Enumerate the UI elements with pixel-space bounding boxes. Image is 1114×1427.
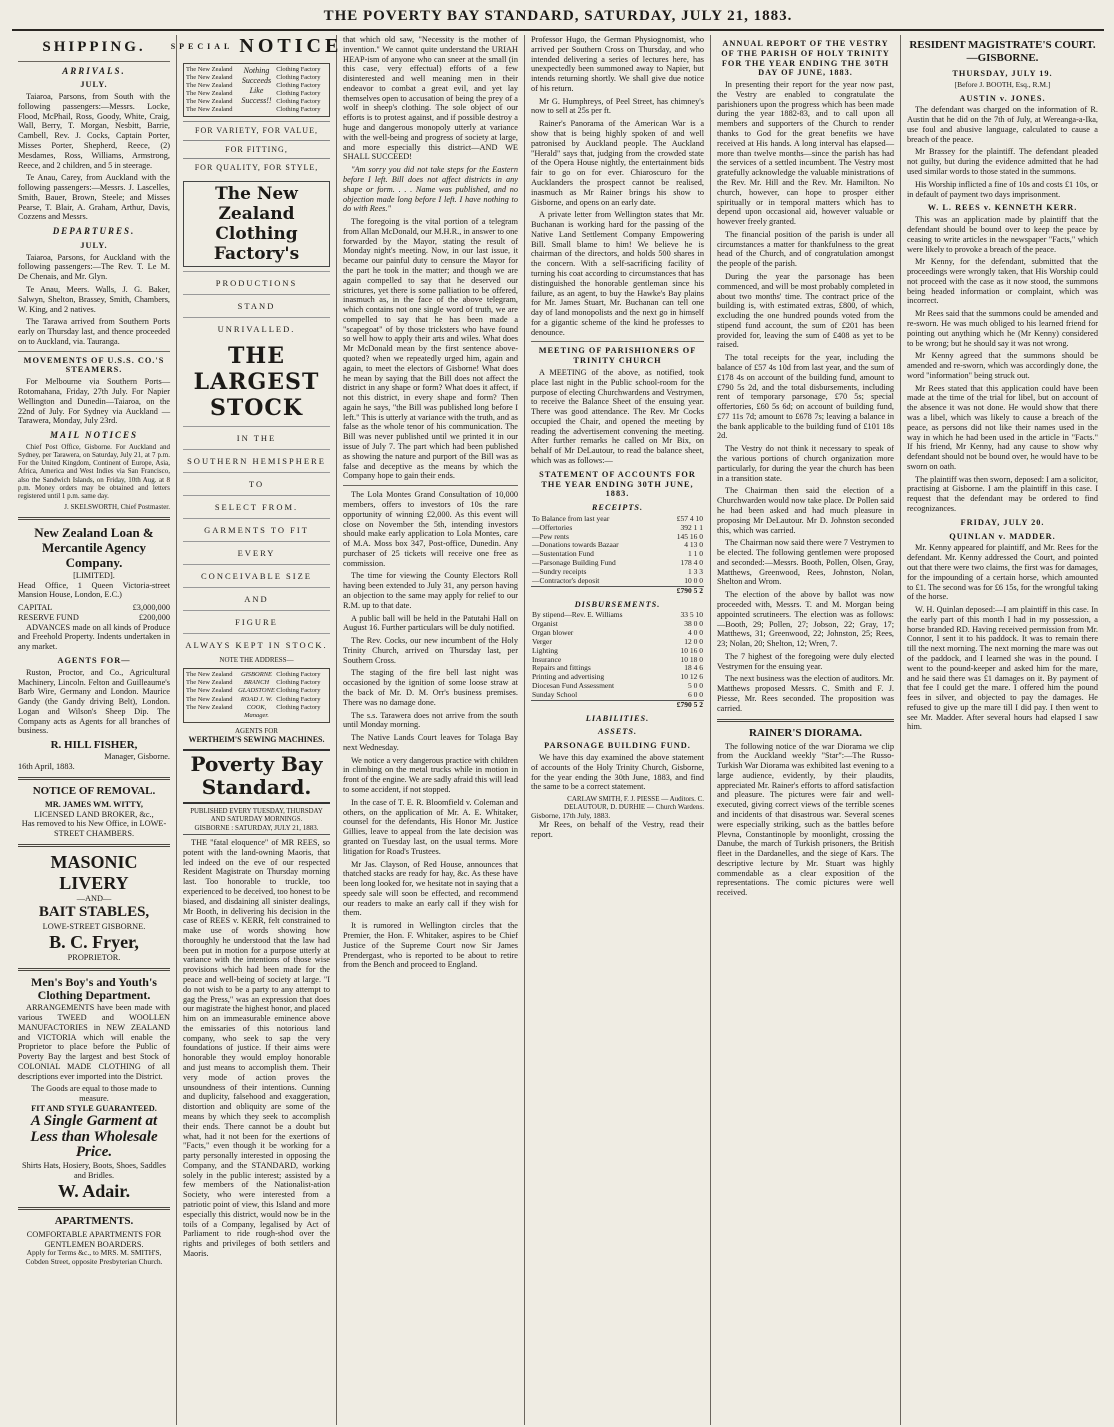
account-amount: 10 18 0 <box>680 654 703 664</box>
witty-name: MR. JAMES WM. WITTY, <box>44 799 144 809</box>
court-paragraph: Mr Kenny agreed that the summons should be amended and re-sworn, which was accordingly done, the word "information" being struck out. <box>907 351 1098 380</box>
branch-right-line: Clothing Factory <box>276 671 321 679</box>
vestry-report-intro: Mr Rees, on behalf of the Vestry, read their report. <box>531 820 704 840</box>
court-paragraph: His Worship inflicted a fine of 10s and costs £1 10s, or in default of payment two days imprisonment. <box>907 179 1098 199</box>
case-title: W. L. REES v. KENNETH KERR. <box>927 203 1078 213</box>
editorial-text: THE "fatal eloquence" of MR REES, so potent with the land-owning Maoris, that led indeed on the eve of our respected Resident Magistrate on Thursday morning last. Too honorable to truckle, too experienced to be deceived, too honest to be biased, and disdaining all sinister dealings, Mr Booth, in delivering his decision in the case of REES v. KERR, felt constrained to make use of words showing how thoroughly he understood that the law had been put in motion for a purpose utterly at variance with the intentions of those wise provisions which had been made for the peace and well-being of society at large. "I do not wish to be a party to any attempt to gag the Press," was an expression that does our magistrate the highest honor, and placed him on an immeasurable eminence above the emissaries of this notorious land company, who seek to sap the very foundations of justice. If their aims were honorable they would employ honorable and just means to accomplish them. Their very mode of action proves the unsoundness of their intentions. Cunning and duplicity, falsehood and exaggeration, distortion and obliquity are some of the means by which they seek to accomplish their ends. There cannot be a doubt but what, had it not been for the exertions of "Facts," even though it be working for a party personally interested in opposing the Company, and the STANDARD, working solely in the public interest; assisted by a few members of the Nationalist-ation Society, who were interested from a patriotic point of view, this Island and more especially this district, would now be in the toils of a Company, legalised by Act of Parliament to ride rough-shod over the rights and privileges of both settlers and Maoris. <box>183 838 330 1258</box>
account-label: By stipend—Rev. E. Williams <box>532 610 623 620</box>
account-label: —Donations towards Bazaar <box>532 540 619 550</box>
report-paragraph: The total receipts for the year, including the balance of £57 4s 10d from last year, and the sum of £178 4s on account of the building fund, amount to £790 5s 2d, and the total disbursements, including rent of temporary parsonage, £70 5s; special offertories, £60 5s 6d; on account of building fund, £77 11s 7d; amount to £678 7s; leaving a balance in the bank applicable to the building fund of £101 18s 2d. <box>717 353 894 441</box>
news-item: The Lola Montes Grand Consultation of 10,000 members, offers to investors of 10s the rare opportunity of winning £2,000. As this event will close on November the 5th, intending investors should make early application to Lola Montes, care of M.A. Moss box 347, Post-office, Dunedin. Any purchaser of 25 tickets will receive one free as commission. <box>343 490 518 568</box>
account-amount: 1 3 3 <box>688 567 703 576</box>
every-line: EVERY <box>183 541 330 564</box>
news-item: The staging of the fire bell last night was occasioned by the ignition of some loose straw at the back of Mr. D. M. Orr's business premises. There was no damage done. <box>343 668 518 707</box>
account-amount: 4 0 0 <box>688 628 703 637</box>
and-line: —AND— <box>76 894 112 904</box>
annual-report-heading: ANNUAL REPORT OF THE VESTRY OF THE PARISH OF HOLY TRINITY FOR THE YEAR ENDING THE 30TH DAY OF JUNE, 1883. <box>721 39 890 78</box>
wertheim-line: WERTHEIM'S SEWING MACHINES. <box>188 735 325 745</box>
nz-left-line: The New Zealand <box>186 98 233 106</box>
account-label: —Sustentation Fund <box>532 549 594 559</box>
nz-left-line: The New Zealand <box>186 73 233 81</box>
arrivals-heading: ARRIVALS. <box>62 65 126 76</box>
departures-text: Taiaroa, Parsons, for Auckland with the following passengers:—The Rev. T. Le M. De Chenais, and Mr. Glyn. <box>18 252 170 282</box>
court-paragraph: Mr Kenny, for the defendant, submitted that the proceedings were wrongly taken, that His Worship could not proceed with the case as it now stood, the summons being headed information or complaint, which was incorrect. <box>907 257 1098 306</box>
receipts-table <box>531 515 704 596</box>
account-row <box>531 577 704 586</box>
account-amount: 10 0 0 <box>684 575 703 585</box>
column-6 <box>901 35 1104 1425</box>
branch-middle: GISBORNE BRANCH GLADSTONE ROAD J. W. COOK, Manager. <box>238 671 275 719</box>
to-line: TO <box>183 472 330 495</box>
account-amount: 4 13 0 <box>684 540 703 550</box>
news-item: The Native Lands Court leaves for Tolaga Bay next Wednesday. <box>343 733 518 752</box>
apartments-heading: APARTMENTS. <box>54 1214 134 1227</box>
account-label: —Sundry receipts <box>532 567 587 576</box>
rainer-text: The following notice of the war Diorama we clip from the Auckland weekly "Star":—The Russo-Turkish War Diorama was exhibited last evening to a large audience, evidently, by their plaudits, appreciated Mr. Rainer's efforts to afford satisfaction and pleasure. The pictures were fair and well-executed, giving correct views of the terrible scenes and incidents of that disastrous war. Several scenes were especially striking, such as the battles before Plevna, Constantinople by moonlight, crossing the Danube, the march of Turkish prisoners, the British fleet in the Dardanelles, and the siege of Kars. The descriptive lecture by Mr. Stuart was highly commendable as a clear exposition of the representations. The comic pictures were well received. <box>717 741 894 898</box>
divider <box>343 485 518 486</box>
branch-right-line: Clothing Factory <box>276 703 321 711</box>
adair-name: W. Adair. <box>57 1180 131 1201</box>
account-row <box>531 691 704 700</box>
column-2 <box>170 35 343 1425</box>
boys-heading: Men's Boy's and Youth's Clothing Department. <box>31 974 157 1003</box>
bait-stables: BAIT STABLES, <box>38 904 150 921</box>
disbursements-total: £790 5 2 <box>650 700 704 709</box>
agents-text: Ruston, Proctor, and Co., Agricultural Machinery, Lincoln. Felton and Guilleaume's Barb Wire, Germany and London. Maurice Gandy (the Gandy driving Belt), London. Logan and Wilson's Sheep Dip. The Company acts as Agents for all branches of business. <box>18 667 170 736</box>
report-paragraph: In presenting their report for the year now past, the Vestry are enabled to congratulate the parishioners upon the progress which has been made during the year 1882-83, and to call upon all members and supporters of the Church to render thanks to God for the great benefits we have received at His hands. A long interval has elapsed—more than twelve months—since the parish has had the services of a settled incumbent. The Vestry most gratefully acknowledge the valuable ministrations of the Rev. Mr. Hill and the Rev. Mr. Hamilton. No church, however, can hope to prosper either spiritually or in temporal matters which has to depend upon occasional aid, however valuable or however freely granted. <box>717 80 894 227</box>
account-label: —Parsonage Building Fund <box>532 558 616 568</box>
cf-right-line: Clothing Factory <box>276 73 321 81</box>
telegram-commentary: The foregoing is the vital portion of a telegram from Allan McDonald, our M.H.R., in answer to one forwarded by the Mayor, stating the result of Monday night's meeting. Now, in our last issue, it became our painful duty to censure the Mayor for the part he took in the matter; and though we are again compelled to say that he deserved our strictures, yet there is some palliation to be offered, inasmuch as, in the face of the above telegram, which contains not one single word of truth, we are compelled to say that he has been made a "scapegoat" of by those tricksters who have found so well how to apply their arts and wiles. What does Mr McDonald mean by the first sentence above-quoted? when we repeatedly urged him, again and again, to meet the electors of Gisborne! What does he mean by saying that the Bill does not affect the district in any shape or form? What does it affect, if not this district, in every shape and form? Then again he says, "the Bill was published long before I left." This is utterly at variance with the truth, and as false as the whole tenor of his communication. The Bill was never published until we printed it in our issue of July 7. The part which had been published as showing the nature and purport of the Bill was as false and deceptive as the means by which the Company hope to gain their ends. <box>343 217 518 481</box>
cf-right-line: Clothing Factory <box>276 65 321 73</box>
column-1 <box>12 35 177 1425</box>
select-line: SELECT FROM. <box>183 495 330 518</box>
always-line: ALWAYS KEPT IN STOCK. <box>183 633 330 656</box>
divider <box>18 61 170 62</box>
nz-factory-grid <box>186 66 327 115</box>
nzloan-heading: New Zealand Loan & Mercantile Agency Company. <box>34 524 154 571</box>
fitting-line: FOR FITTING, <box>183 140 330 158</box>
branch-right-line: Clothing Factory <box>276 687 321 695</box>
fisher-name: R. HILL FISHER, <box>50 739 138 752</box>
before-line: [Before J. BOOTH, Esq., R.M.] <box>954 79 1051 89</box>
paper-title: Poverty Bay Standard. <box>183 749 330 804</box>
branch-right-line: Clothing Factory <box>276 679 321 687</box>
single-garment: A Single Garment at Less than Wholesale Price. <box>30 1112 158 1161</box>
account-row <box>531 629 704 638</box>
cf-right-line: Clothing Factory <box>276 89 321 97</box>
shipping-heading: SHIPPING. <box>42 39 146 55</box>
account-label: —Offertories <box>532 522 573 532</box>
account-amount: 392 1 1 <box>680 522 703 532</box>
account-label: —Pew rents <box>532 531 569 541</box>
account-label: Organist <box>532 619 558 629</box>
reserve-row <box>18 613 170 623</box>
assets-heading: ASSETS. <box>597 727 638 737</box>
fisher-date: 16th April, 1883. <box>18 761 75 771</box>
cf-right-line: Clothing Factory <box>276 98 321 106</box>
capital-row <box>18 603 170 613</box>
court-paragraph: Mr Brassey for the plaintiff. The defendant pleaded not guilty, but during the evidence admitted that he had used similar words to those stated in the summons. <box>907 147 1098 177</box>
note-address: NOTE THE ADDRESS— <box>219 655 294 664</box>
special-word: SPECIAL <box>170 42 234 52</box>
mail-heading: MAIL NOTICES <box>50 430 138 441</box>
court-paragraph: Mr Rees stated that this application could have been made at the time of the trial for libel, but on account of the absence it was not done. He would show that there was a libel, which was likely to cause a breach of the peace, as persons did not like their names used in the way in which he had been used in the article in "Facts." If his friend, Mr Kenny, had any cause to show why defendant should not be bound over, he would have to be sworn on oath. <box>907 383 1098 471</box>
account-amount: 10 12 6 <box>680 672 703 682</box>
disbursements-table <box>531 611 704 709</box>
conceivable-line: CONCEIVABLE SIZE <box>183 564 330 587</box>
court-date: FRIDAY, JULY 20. <box>960 517 1045 527</box>
account-label: Diocesan Fund Assessment <box>532 681 615 691</box>
lowe-street: LOWE-STREET GISBORNE. <box>42 921 146 931</box>
news-item: The s.s. Tarawera does not arrive from the south until Monday morning. <box>343 710 518 730</box>
divider <box>18 968 170 971</box>
movements-text: For Melbourne via Southern Ports—Rotomahana, Friday, 27th July. For Napier Wellington and Dunedin—Taiaroa, on the 22nd of July. For Sydney via Auckland — Tarawera, Monday, July 23rd. <box>18 377 170 426</box>
divider <box>531 341 704 342</box>
agents-for: AGENTS FOR <box>235 726 278 735</box>
news-item: In the case of T. E. R. Bloomfield v. Coleman and others, on the application of Mr. A. E. Whitaker, counsel for the defendants, His Honor Mr. Justice Gillies, leave to appeal from the late decision was granted on Tuesday last, on the usual terms. More litigation for Road's Trustees. <box>343 797 518 856</box>
report-paragraph: The financial position of the parish is under all circumstances a matter for thankfulness to the great head of the Church, and of congratulation amongst the people of the parish. <box>717 229 894 269</box>
fisher-title: Manager, Gisborne. <box>104 752 170 762</box>
branch-left-line: The New Zealand <box>186 671 233 679</box>
news-item: A public ball will be held in the Patutahi Hall on August 16. Further particulars will be duly notified. <box>343 613 518 633</box>
arrivals-text-2: Te Anau, Carey, from Auckland with the following passengers:—Messrs. J. Lascelles, Smith, Bauer, Brown, Steele; and Misses Pearse, T. Blair, A. Graham, Arthur, Davis, Cozzens and Messrs. <box>18 173 170 222</box>
stand-line: STAND <box>183 294 330 317</box>
southern-line: SOUTHERN HEMISPHERE <box>183 449 330 472</box>
court-paragraph: The defendant was charged on the information of R. Austin that he did on the 7th of July, at Wereanga-a-Ika, use foul and abusive language, calculated to cause a breach of the peace. <box>907 105 1098 144</box>
news-item: We notice a very dangerous practice with children in climbing on the metal trucks while in motion in front of the engine. We are sadly afraid this will lead to some accident, if not stopped. <box>343 755 518 795</box>
quality-line: FOR QUALITY, FOR STYLE, <box>183 158 330 176</box>
receipts-total: £790 5 2 <box>650 586 704 595</box>
account-label: Sunday School <box>532 689 578 699</box>
report-paragraph: During the year the parsonage has been commenced, and will be most probably completed in about two months' time. The contract price of the building is, with estimated extras, £800, of which, excluding the one hundred pounds voted from the stipend fund account, the sum of £201 has been provided for, leaving the sum of £408 as yet to be raised. <box>717 271 894 350</box>
account-amount: 12 0 0 <box>684 636 703 646</box>
mail-text: Chief Post Office, Gisborne. For Auckland and Sydney, per Tarawera, on Saturday, July 21, at 7 p.m. For the United Kingdom, Continent of Europe, Asia, Africa, America and West Indies via San Francisco, also the Sandwich Islands, on Friday, 10th Aug. at 8 p.m. Money orders may be obtained and letters registered until 1 p.m. same day. <box>18 442 170 501</box>
account-amount: 10 16 0 <box>680 645 703 655</box>
nz-left-line: The New Zealand <box>186 65 233 73</box>
goods-text: The Goods are equal to those made to measure. <box>31 1084 157 1104</box>
departures-text-2: Te Anau, Meers. Walls, J. G. Baker, Salwyn, Shelton, Brassey, Smith, Chambers, W. King, and 2 natives. <box>18 284 170 314</box>
arrivals-month: JULY. <box>80 80 108 90</box>
divider <box>18 844 170 847</box>
published-line: PUBLISHED EVERY TUESDAY, THURSDAY AND SATURDAY MORNINGS. <box>190 807 323 823</box>
departures-heading: DEPARTURES. <box>52 226 136 237</box>
divider <box>18 351 170 352</box>
audit-text: We have this day examined the above statement of accounts of the Holy Trinity Church, Gisborne, for the year ending the 30th June, 1883, and find the same to be a correct statement. <box>531 752 704 792</box>
witty-text: Has removed to his New Office, in LOWE-STREET CHAMBERS. <box>21 819 167 839</box>
dateline: GISBORNE : SATURDAY, JULY 21, 1883. <box>183 824 330 835</box>
arrivals-text: Taiaroa, Parsons, from South with the following passengers:—Messrs. Locke, Flood, McPhail, Ross, Goody, White, Craig, Wall, Berry, T. Morgan, Nesbitt, Barrie, Cambell, Rev. J. Cocks, Captain Porter, Misses Porter, Shepherd, Reece, (2) Mesdames, Ross, Williams, Armstrong, Reece, and 2 children, and 5 in steerage. <box>18 92 170 170</box>
nz-left-line: The New Zealand <box>186 106 233 114</box>
divider <box>717 719 894 722</box>
variety-line: FOR VARIETY, FOR VALUE, <box>183 121 330 139</box>
in-the-line: IN THE <box>183 426 330 449</box>
garments-line: GARMENTS TO FIT <box>183 518 330 541</box>
account-label: Repairs and fittings <box>532 663 591 673</box>
divider <box>18 517 170 520</box>
nzloan-sub: [LIMITED]. <box>73 570 115 580</box>
meeting-paragraph: The election of the above by ballot was now proceeded with, Messrs. T. and M. Morgan being appointed scrutineers. The election was as follows:—Booth, 29; Pollen, 27; Jobson, 22; Gray, 17; Matthews, 31; Greenwood, 22; Johnston, 25; Rees, 23; Nolan, 20; Shelton, 12; Wren, 7. <box>717 590 894 649</box>
and-line: AND <box>183 587 330 610</box>
account-amount: 18 4 6 <box>684 663 703 673</box>
tarawa-text: The Tarawa arrived from Southern Ports early on Thursday last, and thence proceeded on to Auckland, via. Tauranga. <box>18 317 170 346</box>
news-item: The time for viewing the County Electors Roll having been extended to July 31, any person having an objection to the same may apply for relief to our R.M. up to that date. <box>343 571 518 610</box>
reserve-label: RESERVE FUND <box>18 612 79 622</box>
meeting-paragraph: The 7 highest of the foregoing were duly elected Vestrymen for the ensuing year. <box>717 651 894 671</box>
masonic-livery: MASONIC LIVERY <box>50 851 138 894</box>
branch-left-list <box>186 671 237 720</box>
sign-date: Gisborne, 17th July, 1883. <box>531 810 611 820</box>
total-label <box>531 586 650 595</box>
departures-month: JULY. <box>80 240 108 250</box>
shirts-text: Shirts Hats, Hosiery, Boots, Shoes, Saddles and Bridles. <box>22 1161 166 1180</box>
account-label: To Balance from last year <box>532 513 610 523</box>
branch-left-line: The New Zealand <box>186 679 233 687</box>
court-paragraph: Mr. Kenny appeared for plaintiff, and Mr. Rees for the defendant. Mr. Kenny addressed the Court, and pointed out that there were two claims, the first was for damages, for the impounding of a certain horse, which amounted to £1. The second was for £6 15s, for the wrongful taking of the horse. <box>907 543 1098 602</box>
news-item: It is rumored in Wellington circles that the Premier, the Hon. F. Whitaker, aspires to be Chief Justice of the Supreme Court now Sir James Prendergast, who is reported to be about to retire from the Bench and proceed to England. <box>343 921 518 970</box>
court-paragraph: Mr Rees said that the summons could be amended and re-sworn. He was much obliged to his learned friend for pointing out anything which he (Mr Kenny) considered to be wrong; but he should say it was not wrong. <box>907 309 1098 348</box>
court-paragraph: The plaintiff was then sworn, deposed: I am a solicitor, practising at Gisborne. I am the plaintiff in this case. I request that the defendant may be ordered to find recognizances. <box>907 474 1098 514</box>
meeting-paragraph: The Chairman now said there were 7 Vestrymen to be elected. The following gentlemen were proposed and seconded:—Messrs. Booth, Pollen, Olsen, Gray, Matthews, Greenwood, Rees, Johnston, Nolan, Shelton and Wrom. <box>717 538 894 587</box>
nz-factory-box <box>183 63 330 118</box>
account-amount: 178 4 0 <box>680 558 703 568</box>
branch-left-line: The New Zealand <box>186 687 233 695</box>
fryer-name: B. C. Fryer, <box>49 931 139 952</box>
account-label: Printing and advertising <box>532 672 605 682</box>
capital-label: CAPITAL <box>18 603 53 613</box>
fit-text: FIT AND STYLE GUARANTEED. <box>31 1103 157 1113</box>
meeting-heading: MEETING OF PARISHIONERS OF TRINITY CHURCH <box>538 346 697 366</box>
comfortable-text: COMFORTABLE APARTMENTS FOR GENTLEMEN BOARDERS. <box>26 1229 162 1249</box>
court-paragraph: W. H. Quinlan deposed:—I am plaintiff in this case. In the early part of this month I had in my possession, a horse branded RD. Having received permission from Mr. Connor, I sent it to his paddock. It was to remain there till the next morning. The next morning the mare was out of the paddock, and I learned she was in the pound. I went to the pound-keeper and asked him for the mare, and he said there was £1 damages on it. By payment of that fee I could get the mare. I offered him the pound fees in silver, and objected to pay the damages. He refused to give up the mare till I did pay. I then went to see Mr. Madder. After several hours had elapsed I saw him. <box>907 605 1098 732</box>
receipts-heading: RECEIPTS. <box>591 503 644 513</box>
telegram-quote: "Am sorry you did not take steps for the Eastern before I left. Bill does not affect districts in any shape or form. . . . Name was published, and no objection made long before I left. I have nothing to do with Rees." <box>343 165 518 214</box>
column-3 <box>337 35 525 1425</box>
cf-right-line: Clothing Factory <box>276 106 321 114</box>
rm-court-heading: RESIDENT MAGISTRATE'S COURT.—GISBORNE. <box>909 39 1096 64</box>
account-amount: 5 0 0 <box>688 681 703 691</box>
cf-right-line: Clothing Factory <box>276 81 321 89</box>
nz-left-line: The New Zealand <box>186 89 233 97</box>
liabilities-heading: LIABILITIES. <box>585 713 650 723</box>
case-title: QUINLAN v. MADDER. <box>949 531 1056 541</box>
nzloan-office: Head Office, 1 Queen Victoria-street Mansion House, London, E.C.) <box>18 580 170 600</box>
case-title: AUSTIN v. JONES. <box>959 93 1046 103</box>
movements-heading: MOVEMENTS OF U.S.S. CO.'S STEAMERS. <box>23 355 165 375</box>
auditors: CARLAW SMITH, F. J. PIESSE — Auditors. C. DELAUTOUR, D. DURHIE — Church Wardens. <box>564 795 704 812</box>
meeting-paragraph: The next business was the election of auditors. Mr. Matthews proposed Messrs. C. Smith and F. J. Piesse, Mr. Rees seconded. The proposition was carried. <box>717 674 894 713</box>
productions-line: PRODUCTIONS <box>183 271 330 294</box>
news-item: Mr G. Humphreys, of Peel Street, has chimney's now to sell at 25s per ft. <box>531 96 704 116</box>
news-item: Professor Hugo, the German Physiognomist, who arrived per Southern Cross on Thursday, and who intended delivering a series of lectures here, has unexpectedly been summoned away to Napier, but intends returning shortly. We shall give due notice of his return. <box>531 35 704 93</box>
account-label: —Contractor's deposit <box>532 575 600 585</box>
column-4 <box>525 35 711 1425</box>
columns <box>12 35 1104 1425</box>
account-amount: £57 4 10 <box>676 513 703 523</box>
divider <box>18 1207 170 1210</box>
column-5 <box>711 35 901 1425</box>
branch-grid <box>186 671 327 720</box>
nz-left-line: The New Zealand <box>186 81 233 89</box>
rainer-heading: RAINER'S DIORAMA. <box>748 726 863 739</box>
agents-heading: AGENTS FOR— <box>57 655 131 665</box>
account-amount: 33 5 10 <box>680 610 703 620</box>
account-amount: 38 0 0 <box>684 619 703 629</box>
figure-line: FIGURE <box>183 610 330 633</box>
news-item: Rainer's Panorama of the American War is a show that is being highly spoken of and well patronised by Auckland people. The Auckland "Herald" says that, judging from the crowded state of the Opera House nightly, the entertainment bids fair to go on for ever. Chiaroscuro for the Aucklanders the prospect cannot be realised, inasmuch as Mr Rainer brings his show to Gisborne, and opens on an early date. <box>531 119 704 207</box>
branch-box <box>183 668 330 723</box>
branch-right-list <box>276 671 327 720</box>
disbursements-heading: DISBURSEMENTS. <box>574 599 661 609</box>
removal-heading: NOTICE OF REMOVAL. <box>32 784 156 797</box>
advances-text: ADVANCES made on all kinds of Produce and Freehold Property. Indents undertaken in any market. <box>18 622 170 652</box>
boys-text: ARRANGEMENTS have been made with various TWEED and WOOLLEN MANUFACTORIES in NEW ZEALAND and VICTORIA which will enable the Proprietor to place before the Public of Poverty Bay the largest and best Stock of COLONIAL MADE CLOTHING of all descriptions ever imported into the District. <box>18 1003 170 1081</box>
account-amount: 6 0 0 <box>688 689 703 699</box>
accounts-heading: STATEMENT OF ACCOUNTS FOR THE YEAR ENDING 30TH JUNE, 1883. <box>539 469 696 499</box>
meeting-text: A MEETING of the above, as notified, took place last night in the Public school-room for the purpose of electing Churchwardens and Vestrymen, to receive the Balance Sheet of the ensuing year. There was good attendance. The Rev. Mr Cocks occupied the Chair, and opened the meeting by reading the advertisement convening the meeting. After further remarks he called on Mr Bix, on behalf of Mr DeLautour, to read the balance sheet, which was as follows:— <box>531 368 704 466</box>
largest-stock: THE LARGEST STOCK <box>193 342 320 421</box>
branch-right-line: Clothing Factory <box>276 695 321 703</box>
postmaster: J. SKELSWORTH, Chief Postmaster. <box>64 503 170 512</box>
apply-text: Apply for Terms &c., to MRS. M. SMITH'S, Cobden Street, opposite Presbyterian Church. <box>25 1248 163 1267</box>
account-amount: 145 16 0 <box>676 531 703 541</box>
notice-word: NOTICE <box>239 35 343 57</box>
account-label: Insurance <box>532 654 562 664</box>
unrivalled-line: UNRIVALLED. <box>183 317 330 340</box>
news-item: A private letter from Wellington states that Mr. Buchanan is working hard for the passing of the Native Land Settlement Company Empowering Bill. Small blame to him! We believe he is chairman of the directors, and holds 500 shares in the concern. With a self-sacrificing facility of turning his coat according to circumstances that has distinguished the honorable gentleman since his failure, as an agent, to buy the Hawke's Bay plains for Mr. James Stuart, Mr. Buchanan can tell one day of land monopolists and the next go in himself for a gigantic scheme of the kind he professes to denounce. <box>531 210 704 337</box>
cf-right-list <box>276 66 327 115</box>
court-paragraph: This was an application made by plaintiff that the defendant should be bound over to keep the peace by ceasing to write articles in the newspaper "Facts," which were likely to provoke a breach of the peace. <box>907 215 1098 254</box>
masthead: THE POVERTY BAY STANDARD, SATURDAY, JULY 21, 1883. <box>12 6 1104 31</box>
reserve-value: £200,000 <box>138 612 170 622</box>
branch-left-line: The New Zealand <box>186 695 233 703</box>
proprietor-title: PROPRIETOR. <box>67 952 121 962</box>
divider <box>18 777 170 780</box>
account-label: Lighting <box>532 645 558 655</box>
special-notice-title <box>170 35 343 59</box>
news-item: The Rev. Cocks, our new incumbent of the Holy Trinity Church, arrived on Thursday last, per Southern Cross. <box>343 636 518 665</box>
editorial-continued: that which old saw, "Necessity is the mother of invention." We cannot quite understand the URIAH HEAP-ism of anyone who can sneer at the small (in this case, very effectual) efforts of a few disinterested and well meaning men in their endeavor to combat a great evil, and yet lay themselves open to accusation of being the prey of a wolf in sheep's clothing. The sole object of our efforts is to protest against, and if possible destroy a huge and dangerous monopoly utterly at variance with the well-being and progress of society at large, and more especially this district—AND WE SHALL SUCCEED! <box>343 35 518 162</box>
witty-title: LICENSED LAND BROKER, &c., <box>34 809 154 819</box>
court-date: THURSDAY, JULY 19. <box>952 68 1053 78</box>
pbf-heading: PARSONAGE BUILDING FUND. <box>544 741 691 751</box>
account-amount: 1 1 0 <box>688 549 703 559</box>
motto: Nothing Succeeds Like Success!! <box>241 65 272 105</box>
nz-left-list <box>186 66 237 115</box>
account-label: Organ blower <box>532 628 574 637</box>
capital-value: £3,000,000 <box>132 603 170 613</box>
meeting-paragraph: The Chairman then said the election of a Churchwarden would now take place. Dr Pollen said he had been asked and had much pleasure in proposing Mr DeLautour. Mr D. Johnston seconded this, which was carried. <box>717 486 894 535</box>
news-item: Mr Jas. Clayson, of Red House, announces that thatched stacks are ready for hay, &c. As these have been long looked for, we hesitate not in saying that a speedy sale will soon be effected, and recommend our readers to make an early call if they wish for them. <box>343 859 519 918</box>
total-label <box>531 700 650 709</box>
branch-left-line: The New Zealand <box>186 703 233 711</box>
report-paragraph: The Vestry do not think it necessary to speak of the various portions of church organization more particularly, for during the year the church has been in a transition state. <box>717 444 894 483</box>
account-label: Verger <box>532 636 552 646</box>
nz-clothing-title: The New Zealand Clothing Factory's <box>183 181 330 267</box>
